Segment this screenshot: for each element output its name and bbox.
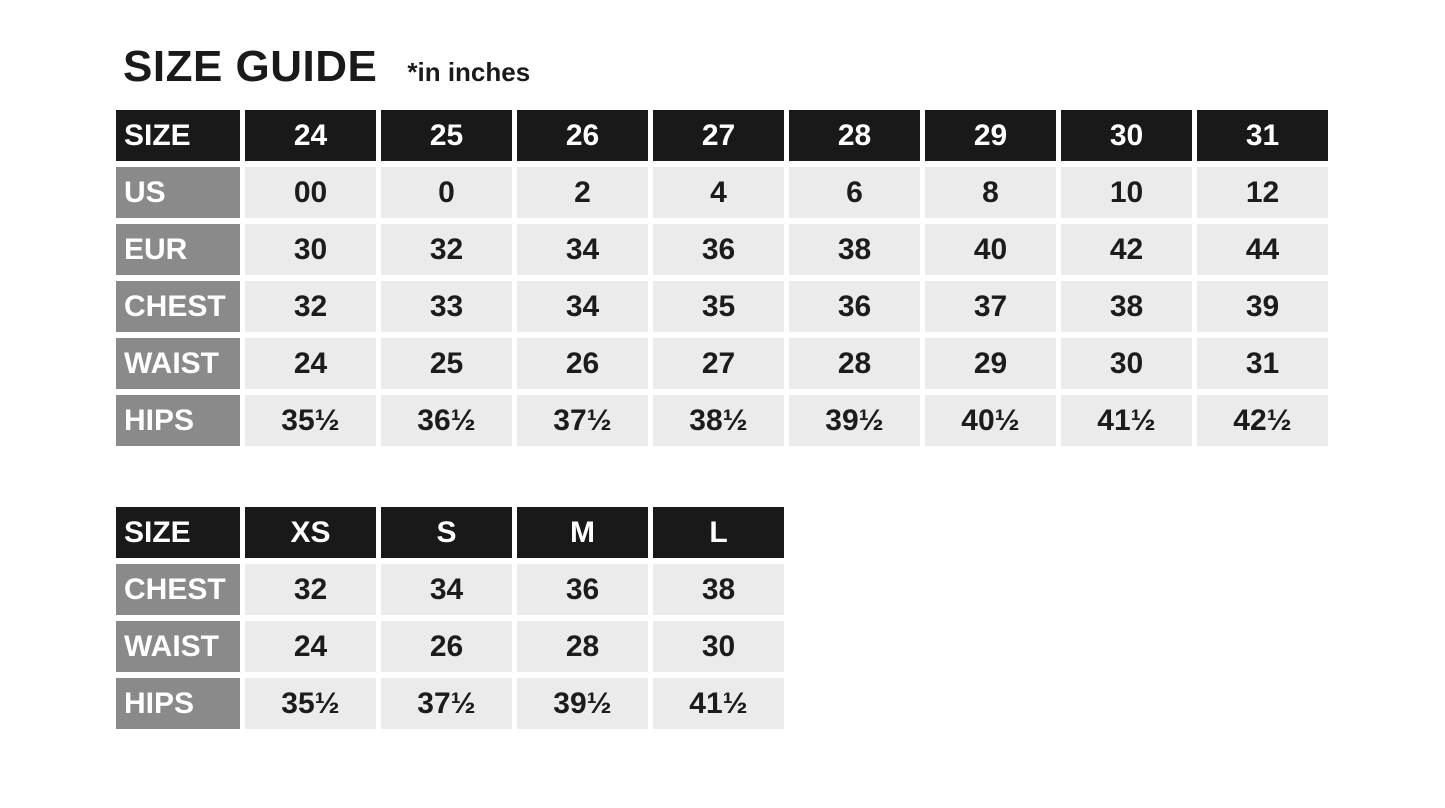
data-cell: 12 bbox=[1197, 167, 1328, 218]
column-header-cell: XS bbox=[245, 507, 376, 558]
data-cell: 40 bbox=[925, 224, 1056, 275]
row-label-cell: CHEST bbox=[116, 281, 240, 332]
letter-size-table bbox=[116, 507, 784, 729]
column-header-cell: 30 bbox=[1061, 110, 1192, 161]
column-header-cell: 24 bbox=[245, 110, 376, 161]
data-cell: 36 bbox=[517, 564, 648, 615]
row-label-cell: US bbox=[116, 167, 240, 218]
data-cell: 36½ bbox=[381, 395, 512, 446]
data-cell: 30 bbox=[1061, 338, 1192, 389]
data-cell: 8 bbox=[925, 167, 1056, 218]
row-label-cell: WAIST bbox=[116, 621, 240, 672]
data-cell: 30 bbox=[653, 621, 784, 672]
data-cell: 35 bbox=[653, 281, 784, 332]
data-cell: 36 bbox=[653, 224, 784, 275]
data-cell: 37½ bbox=[517, 395, 648, 446]
title-row bbox=[123, 42, 530, 92]
data-cell: 44 bbox=[1197, 224, 1328, 275]
column-header-cell: M bbox=[517, 507, 648, 558]
data-cell: 10 bbox=[1061, 167, 1192, 218]
data-cell: 42½ bbox=[1197, 395, 1328, 446]
column-header-cell: 27 bbox=[653, 110, 784, 161]
page-subtitle: *in inches bbox=[407, 57, 531, 87]
corner-header-cell: SIZE bbox=[116, 507, 240, 558]
data-cell: 34 bbox=[381, 564, 512, 615]
data-cell: 0 bbox=[381, 167, 512, 218]
data-cell: 00 bbox=[245, 167, 376, 218]
data-cell: 39 bbox=[1197, 281, 1328, 332]
column-header-cell: 29 bbox=[925, 110, 1056, 161]
data-cell: 36 bbox=[789, 281, 920, 332]
column-header-cell: 25 bbox=[381, 110, 512, 161]
data-cell: 33 bbox=[381, 281, 512, 332]
data-cell: 6 bbox=[789, 167, 920, 218]
row-label-cell: EUR bbox=[116, 224, 240, 275]
data-cell: 38½ bbox=[653, 395, 784, 446]
numeric-size-table bbox=[116, 110, 1328, 446]
row-label-cell: HIPS bbox=[116, 395, 240, 446]
data-cell: 25 bbox=[381, 338, 512, 389]
data-cell: 41½ bbox=[653, 678, 784, 729]
data-cell: 32 bbox=[245, 564, 376, 615]
data-cell: 38 bbox=[789, 224, 920, 275]
row-label-cell: WAIST bbox=[116, 338, 240, 389]
data-cell: 4 bbox=[653, 167, 784, 218]
data-cell: 41½ bbox=[1061, 395, 1192, 446]
data-cell: 38 bbox=[1061, 281, 1192, 332]
column-header-cell: 26 bbox=[517, 110, 648, 161]
column-header-cell: 31 bbox=[1197, 110, 1328, 161]
data-cell: 32 bbox=[381, 224, 512, 275]
data-cell: 26 bbox=[381, 621, 512, 672]
data-cell: 30 bbox=[245, 224, 376, 275]
corner-header-cell: SIZE bbox=[116, 110, 240, 161]
row-label-cell: CHEST bbox=[116, 564, 240, 615]
column-header-cell: 28 bbox=[789, 110, 920, 161]
data-cell: 24 bbox=[245, 621, 376, 672]
data-cell: 37½ bbox=[381, 678, 512, 729]
column-header-cell: L bbox=[653, 507, 784, 558]
row-label-cell: HIPS bbox=[116, 678, 240, 729]
data-cell: 42 bbox=[1061, 224, 1192, 275]
data-cell: 39½ bbox=[517, 678, 648, 729]
data-cell: 29 bbox=[925, 338, 1056, 389]
data-cell: 24 bbox=[245, 338, 376, 389]
data-cell: 31 bbox=[1197, 338, 1328, 389]
data-cell: 40½ bbox=[925, 395, 1056, 446]
data-cell: 26 bbox=[517, 338, 648, 389]
data-cell: 35½ bbox=[245, 395, 376, 446]
data-cell: 2 bbox=[517, 167, 648, 218]
data-cell: 28 bbox=[517, 621, 648, 672]
data-cell: 35½ bbox=[245, 678, 376, 729]
data-cell: 34 bbox=[517, 281, 648, 332]
column-header-cell: S bbox=[381, 507, 512, 558]
data-cell: 39½ bbox=[789, 395, 920, 446]
data-cell: 34 bbox=[517, 224, 648, 275]
data-cell: 38 bbox=[653, 564, 784, 615]
data-cell: 37 bbox=[925, 281, 1056, 332]
data-cell: 27 bbox=[653, 338, 784, 389]
data-cell: 32 bbox=[245, 281, 376, 332]
data-cell: 28 bbox=[789, 338, 920, 389]
page-title: SIZE GUIDE bbox=[123, 42, 378, 91]
